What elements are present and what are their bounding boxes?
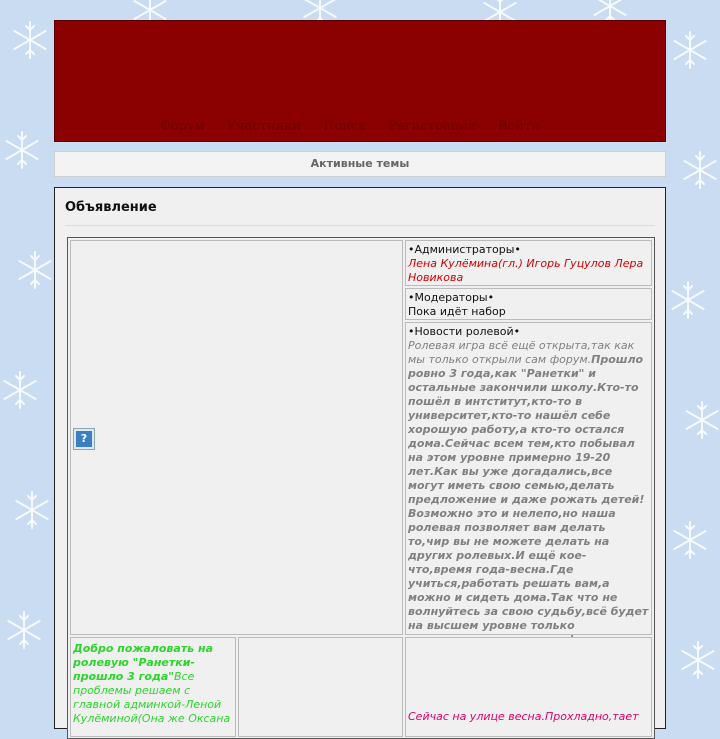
moderators-cell bbox=[405, 288, 652, 320]
news-header: •Новости ролевой• bbox=[408, 325, 521, 338]
welcome-title: Добро пожаловать на ролевую "Ранетки-прошло 3 года" bbox=[73, 642, 214, 683]
main-nav bbox=[160, 119, 540, 134]
divider bbox=[65, 225, 655, 226]
nav-forum[interactable]: Форум bbox=[160, 119, 205, 134]
image-cell bbox=[70, 240, 403, 635]
news-body: Прошло ровно 3 года,как "Ранетки" и остальные закончили школу.Кто-то пошёл в интститут,кто-то в университет,кто-то нашёл себе хорошую работу,а кто-то остался дома.Сейчас всем тем,кто побывал на этом уровне примерно 19-20 лет.Как вы уже догадались,все могут иметь свою семью,делать предложение и даже рожать детей! Возможно это и нелепо,но наша ролевая позволяет вам делать то,чир вы не можете делать на других ролевых.И ещё кое-что,время года-весна.Где учиться,работать решать вам,а можно и сидеть дома.Так что не волнуйтесь за свою судьбу,всё будет на высшем уровне только bbox=[408, 353, 649, 632]
moderators-header: •Модераторы• bbox=[408, 291, 495, 304]
empty-cell bbox=[238, 637, 403, 737]
nav-search[interactable]: Поиск bbox=[323, 119, 367, 134]
nav-register[interactable]: Регистрация bbox=[388, 119, 476, 134]
spring-text: Сейчас на улице весна.Прохладно,тает bbox=[408, 710, 639, 723]
admins-names[interactable]: Лена Кулёмина(гл.) Игорь Гуцулов Лера Новикова bbox=[408, 257, 644, 284]
welcome-text: Все проблемы решаем с главной админкой-Леной Кулёминой(Она же Оксана bbox=[73, 670, 231, 725]
spring-cell bbox=[405, 637, 652, 737]
welcome-cell bbox=[70, 637, 236, 737]
admins-cell bbox=[405, 240, 652, 286]
news-cell bbox=[405, 322, 652, 635]
nav-login[interactable]: Войти bbox=[497, 119, 540, 134]
active-topics-link[interactable]: Активные темы bbox=[54, 151, 666, 177]
broken-image-icon: ? bbox=[74, 429, 94, 449]
news-intro: Ролевая игра всё ещё открыта,так как мы только открыли сам форум. bbox=[408, 339, 635, 366]
moderators-value: Пока идёт набор bbox=[408, 305, 506, 318]
nav-members[interactable]: Участники bbox=[226, 119, 302, 134]
announcement-panel bbox=[54, 187, 666, 729]
news-text bbox=[408, 339, 649, 647]
announcement-table bbox=[67, 237, 655, 739]
admins-header: •Администраторы• bbox=[408, 243, 521, 256]
announcement-title: Объявление bbox=[65, 200, 157, 215]
